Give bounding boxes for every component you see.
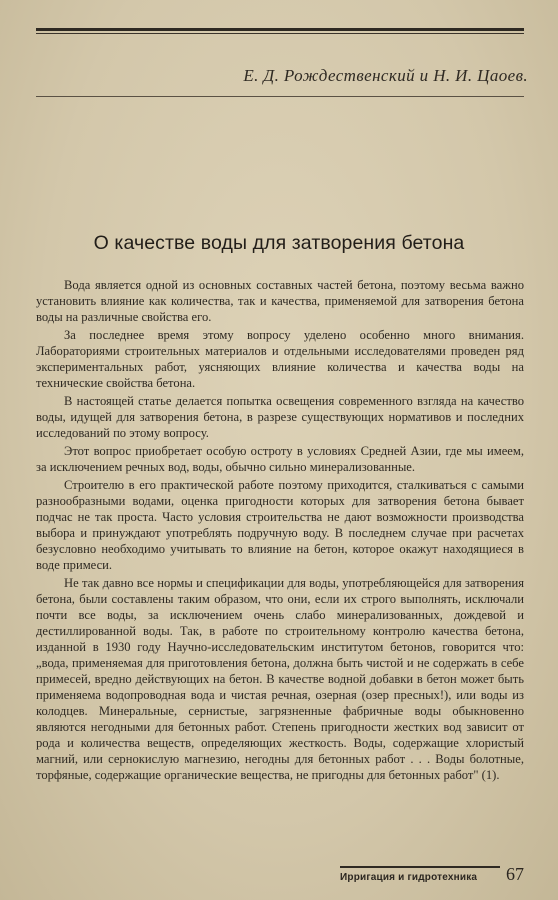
footer-rule [340, 866, 500, 868]
paragraph: За последнее время этому вопросу уделено особенно много внимания. Лабораториями строительных материалов и отдельными исследователями проведен ряд экспериментальных работ, уясняющих влияние количества и качества воды на технические свойства бетона. [36, 328, 524, 390]
article-authors: Е. Д. Рождественский и Н. И. Цаоев. [243, 66, 528, 85]
page-footer [340, 866, 530, 890]
paragraph: Строителю в его практической работе поэтому приходится, сталкиваться с самыми разнообразными водами, оценка пригодности которых для затворения бетона бывает подчас не так проста. Часто условия строительства не дают возможности производства выбора и принуждают употреблять подручную воду. В последнем случае при расчетах безусловно необходимо учитывать то влияние на бетон, которое окажут находящиеся в воде примеси. [36, 478, 524, 572]
page-number: 67 [506, 864, 524, 884]
paragraph: В настоящей статье делается попытка освещения современного взгляда на качество воды, идущей для затворения бетона, в разрезе существующих нормативов и последних исследований по этому вопросу. [36, 394, 524, 440]
article-body [36, 277, 524, 785]
header-double-rule [36, 28, 524, 34]
article-title: О качестве воды для затворения бетона [93, 232, 465, 254]
header-divider [36, 96, 524, 97]
paragraph: Этот вопрос приобретает особую остроту в условиях Средней Азии, где мы имеем, за исключением речных вод, воды, обычно сильно минерализованные. [36, 444, 524, 474]
paragraph: Вода является одной из основных составных частей бетона, поэтому весьма важно установить влияние как количества, так и качества, применяемой для затворения бетона воды на различные свойства его. [36, 278, 524, 324]
paragraph: Не так давно все нормы и спецификации для воды, употребляющейся для затворения бетона, были составлены таким образом, что они, если их строго выполнять, исключали почти все воды, за исключением очень слабо минерализованных, дождевой и дестиллированной воды. Так, в работе по строительному контролю качества бетона, изданной в 1930 году Научно-исследовательским институтом бетонов, говорится что: „вода, применяемая для приготовления бетона, должна быть чистой и не содержать в себе примесей, вредно действующих на бетон. В качестве водной добавки в бетон может быть применяема водопроводная вода и чистая речная, озерная (озер пресных!), или воды из колодцев. Минеральные, сернистые, загрязненные фабричные воды обыкновенно являются негодными для бетонных работ. Степень пригодности жестких вод зависит от рода и количества веществ, определяющих жесткость. Воды, содержащие хлористый магний, или сернокислую магнезию, негодны для бетонных работ . . . Воды болотные, торфяные, содержащие органические вещества, не пригодны для бетонных работ" (1). [36, 576, 524, 782]
journal-name: Ирригация и гидротехника [340, 872, 478, 883]
